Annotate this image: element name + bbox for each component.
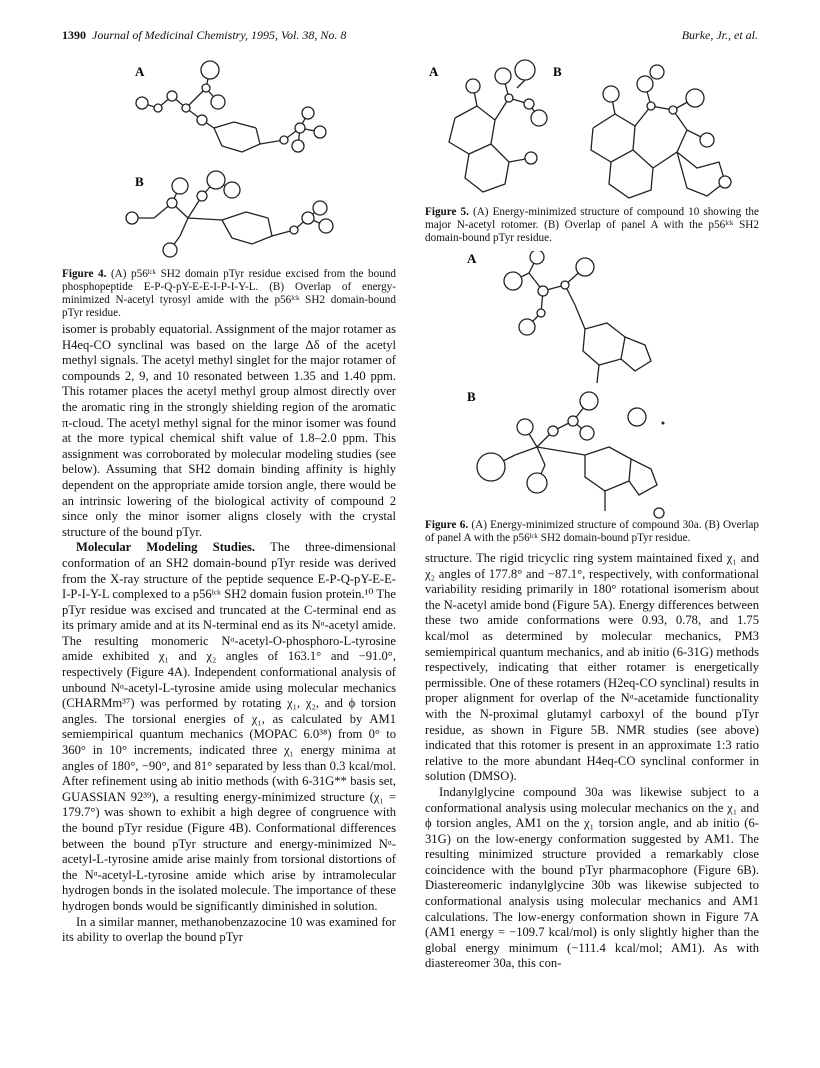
right-paragraph-1: structure. The rigid tricyclic ring system maintained fixed χ₁ and χ₂ angles of 177.8° and −87.1°, respectively, with conformational variability residing primarily in 180° rotational isomerism about the N-acetyl amide bond (Figure 5A). Energy differences between these two amide conformations were 0.93, 0.78, and 1.75 kcal/mol as determined by molecular mechanics, PM3 semiempirical quantum mechanics, and ab initio (6-31G) methods respectively, indicating that either rotamer is energetically permissible. One of these rotamers (H2eq-CO synclinal) results in proper alignment for overlap of the Nᵅ-acetamide functionality with the N-proximal glutamyl carboxyl of the bound pTyr residue, as shown in Figure 5B. NMR studies (see above) indicated that this rotomer is present in an approximate 1:3 ratio relative to the more abundant H4eq-CO synclinal conformer in solution (DMSO). (425, 551, 759, 784)
section-heading: Molecular Modeling Studies. (76, 540, 256, 555)
left-paragraph-1: isomer is probably equatorial. Assignment of the major rotamer as H4eq-CO synclinal was based on the large Δδ of the acetyl methyl signals. The acetyl methyl singlet for the major rotamer of compounds 2, 9, and 10 resonated between 1.35 and 1.40 ppm. This rotamer places the acetyl methyl group almost directly over the aromatic ring in the strongly shielding region of the aromatic π-cloud. The acetyl methyl signal for the minor isomer was found at the more typical chemical shift value of 1.8–2.0 ppm. This assignment was corroborated by molecular modeling studies (see below). Assuming that SH2 domain binding affinity is highly dependent on the appropriate amide torsion angle, there would be an intrinsic lowering of the biological activity of compound 2 since only the minor isomer aligns closely with the crystal structure of the bound pTyr. (62, 322, 396, 539)
figure-6-structures (425, 251, 759, 519)
figure-5-panel-b-label: B (553, 64, 562, 79)
figure-5-structures (425, 58, 759, 206)
figure-5-panel-a-label: A (429, 64, 439, 79)
right-column (425, 58, 759, 972)
page-header (62, 28, 758, 46)
figure-4-panel-a-label: A (135, 64, 145, 79)
page-number: 1390 (62, 28, 86, 42)
journal-citation: Journal of Medicinal Chemistry, 1995, Vol. 38, No. 8 (92, 28, 347, 42)
figure-5-caption: Figure 5. (A) Energy-minimized structure of compound 10 showing the major N-acetyl rotomer. (B) Overlap of panel A with the p56ˡᶜᵏ SH2 domain-bound pTyr residue. (425, 206, 759, 244)
right-body-text (425, 551, 759, 972)
figure-4-panel-b-label: B (135, 174, 144, 189)
right-paragraph-2: Indanylglycine compound 30a was likewise subject to a conformational analysis using molecular mechanics on the χ₁ and ϕ torsion angles, AM1 on the χ₁ torsion angle, and ab initio (6-31G) on the low-energy conformation suggested by AM1. The resulting minimized structure provided a remarkably close coincidence with the bound pTyr pharmacophore (Figure 6B). Diastereomeric indanylglycine 30b was likewise subjected to conformational analysis using molecular mechanics and AM1 calculations. The low-energy conformation shown in Figure 7A (AM1 energy = −109.7 kcal/mol) is only slightly higher than the global energy minimum (−111.4 kcal/mol; AM1). As with diastereomer 30a, this con- (425, 784, 759, 971)
figure-6-panel-a-label: A (467, 251, 477, 266)
running-authors: Burke, Jr., et al. (681, 28, 758, 42)
left-paragraph-2: Molecular Modeling Studies. The three-dimensional conformation of an SH2 domain-bound pTyr reside was derived from the X-ray structure of the peptide sequence E-P-Q-pY-E-E-I-P-I-Y-L complexed to a p56ˡᶜᵏ SH2 domain fusion protein.¹⁰ The pTyr residue was excised and truncated at the C-terminal end as its primary amide and at its N-terminal end as its Nᵅ-acetyl amide. The resulting monomeric Nᵅ-acetyl-O-phosphoro-L-tyrosine amide exhibited χ₁ and χ₂ angles of 163.1° and −91.0°, respectively (Figure 4A). Independent conformational analysis of unbound Nᵅ-acetyl-L-tyrosine amide using molecular mechanics (CHARMm³⁷) was performed by rotating χ₁, χ₂, and ϕ torsion angles. The torsional energies of χ₁, as calculated by AM1 semiempirical quantum mechanics (MOPAC 6.0³⁸) from 0° to 360° in 10° increments, indicated three χ₁ energy minima at angles of 180°, −90°, and 81° separated by less than 0.3 kcal/mol. After refinement using ab initio methods (with 6-31G** basis set, GUASSIAN 92³⁹), a resulting energy-minimized structure (χ₁ = 179.7°) was shown to exhibit a high degree of congruence with the bound pTyr residue (Figure 4B). Conformational differences between the bound pTyr structure and energy-minimized Nᵅ-acetyl-L-tyrosine amide arise mainly from torsional distortions of the Nᵅ-acetyl-L-tyrosine amide which arise by intramolecular hydrogen bonds in the isolated molecule. The importance of these hydrogen bonds would be significantly diminished in solution. (62, 540, 396, 913)
figure-4-structures (62, 58, 396, 268)
figure-4 (62, 58, 396, 268)
left-paragraph-3: In a similar manner, methanobenzazocine 10 was examined for its ability to overlap the bound pTyr (62, 914, 396, 945)
figure-4-caption: Figure 4. (A) p56ˡᶜᵏ SH2 domain pTyr residue excised from the bound phosphopeptide E-P-Q-pY-E-E-I-P-I-Y-L. (B) Overlap of energy-minimized N-acetyl tyrosyl amide with the p56ˡᶜᵏ SH2 domain-bound pTyr residue. (62, 268, 396, 319)
left-column (62, 58, 396, 946)
figure-6-caption: Figure 6. (A) Energy-minimized structure of compound 30a. (B) Overlap of panel A with the p56ˡᶜᵏ SH2 domain-bound pTyr residue. (425, 519, 759, 544)
left-body-text (62, 322, 396, 946)
figure-6-panel-b-label: B (467, 389, 476, 404)
figure-6 (425, 251, 759, 519)
figure-5 (425, 58, 759, 206)
